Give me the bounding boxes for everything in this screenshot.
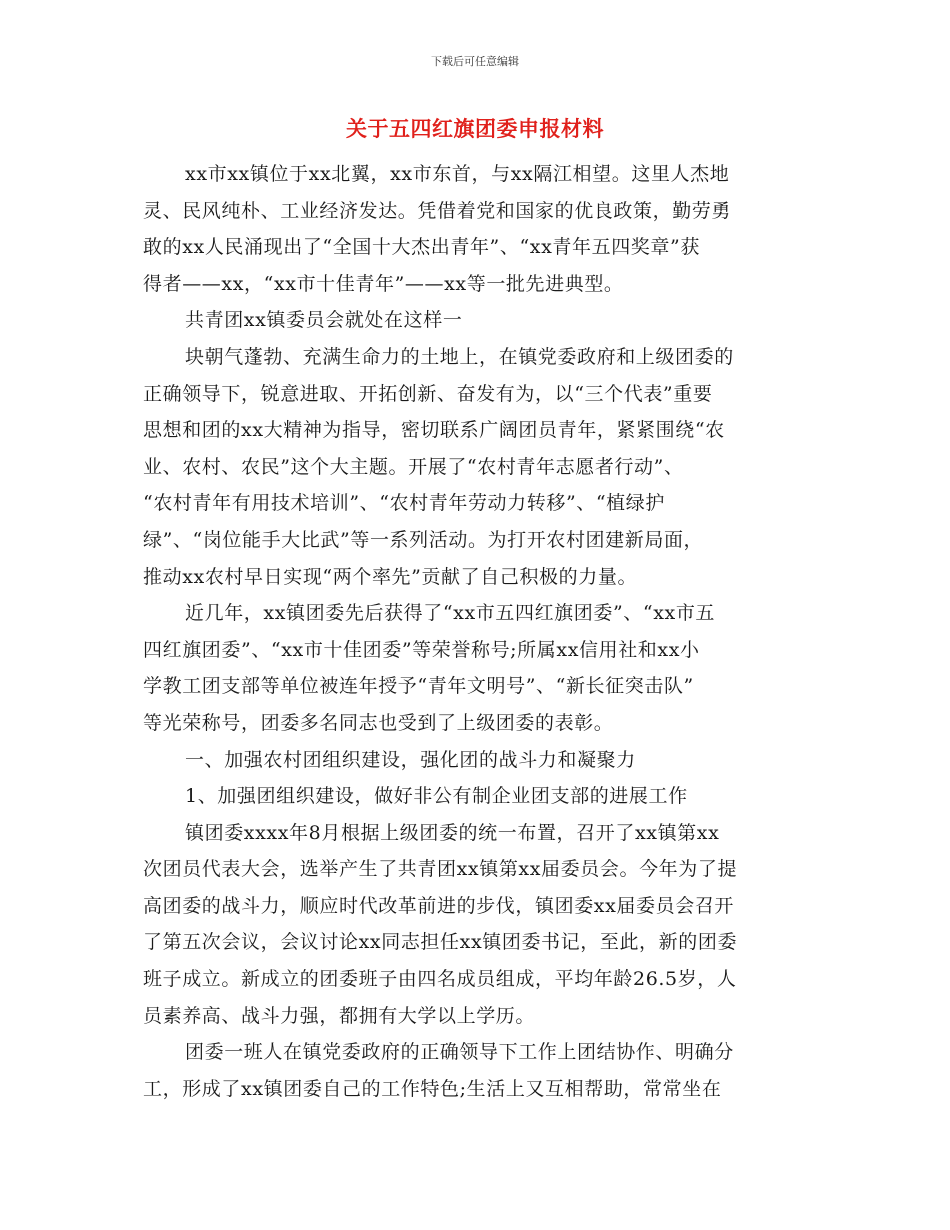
text-line: 次团员代表大会，选举产生了共青团xx镇第xx届委员会。今年为了提 bbox=[143, 858, 738, 881]
text-line: 近几年，xx镇团委先后获得了“xx市五四红旗团委”、“xx市五 bbox=[185, 602, 716, 625]
header-note: 下载后可任意编辑 bbox=[431, 55, 519, 68]
text-line: 绿”、“岗位能手大比武”等一系列活动。为打开农村团建新局面， bbox=[143, 528, 704, 551]
text-line: 块朝气蓬勃、充满生命力的土地上，在镇党委政府和上级团委的 bbox=[185, 345, 734, 368]
text-line: 思想和团的xx大精神为指导，密切联系广阔团员青年，紧紧围绕“农 bbox=[143, 419, 725, 442]
text-line: 了第五次会议，会议讨论xx同志担任xx镇团委书记，至此，新的团委 bbox=[143, 931, 738, 954]
text-line: 四红旗团委”、“xx市十佳团委”等荣誉称号;所属xx信用社和xx小 bbox=[143, 638, 700, 661]
text-line: 推动xx农村早日实现“两个率先”贡献了自己积极的力量。 bbox=[143, 565, 638, 588]
text-line: 工，形成了xx镇团委自己的工作特色;生活上又互相帮助，常常坐在 bbox=[143, 1077, 722, 1100]
text-line: 镇团委xxxx年8月根据上级团委的统一布置，召开了xx镇第xx bbox=[185, 821, 720, 844]
text-line: 员素养高、战斗力强，都拥有大学以上学历。 bbox=[143, 1004, 536, 1027]
document-title: 关于五四红旗团委申报材料 bbox=[346, 116, 604, 141]
text-line: 1、加强团组织建设，做好非公有制企业团支部的进展工作 bbox=[185, 785, 688, 808]
text-line: 班子成立。新成立的团委班子由四名成员组成，平均年龄26.5岁，人 bbox=[143, 968, 737, 991]
text-line: 敢的xx人民涌现出了“全国十大杰出青年”、“xx青年五四奖章”获 bbox=[143, 236, 700, 259]
text-line: 一、加强农村团组织建设，强化团的战斗力和凝聚力 bbox=[185, 748, 636, 771]
text-line: 共青团xx镇委员会就处在这样一 bbox=[185, 309, 463, 332]
text-line: “农村青年有用技术培训”、“农村青年劳动力转移”、“植绿护 bbox=[143, 492, 665, 515]
text-line: 业、农村、农民”这个大主题。开展了“农村青年志愿者行动”、 bbox=[143, 455, 684, 478]
text-line: 得者——xx，“xx市十佳青年”——xx等一批先进典型。 bbox=[143, 272, 624, 295]
text-line: 学教工团支部等单位被连年授予“青年文明号”、“新长征突击队” bbox=[143, 675, 694, 698]
text-line: 高团委的战斗力，顺应时代改革前进的步伐，镇团委xx届委员会召开 bbox=[143, 894, 735, 917]
text-line: xx市xx镇位于xx北翼，xx市东首，与xx隔江相望。这里人杰地 bbox=[185, 163, 730, 185]
text-line: 团委一班人在镇党委政府的正确领导下工作上团结协作、明确分 bbox=[185, 1041, 734, 1064]
document-body bbox=[143, 156, 809, 1107]
text-line: 正确领导下，锐意进取、开拓创新、奋发有为，以“三个代表”重要 bbox=[143, 382, 713, 405]
text-line: 灵、民风纯朴、工业经济发达。凭借着党和国家的优良政策，勤劳勇 bbox=[143, 199, 732, 222]
text-line: 等光荣称号，团委多名同志也受到了上级团委的表彰。 bbox=[143, 711, 614, 734]
